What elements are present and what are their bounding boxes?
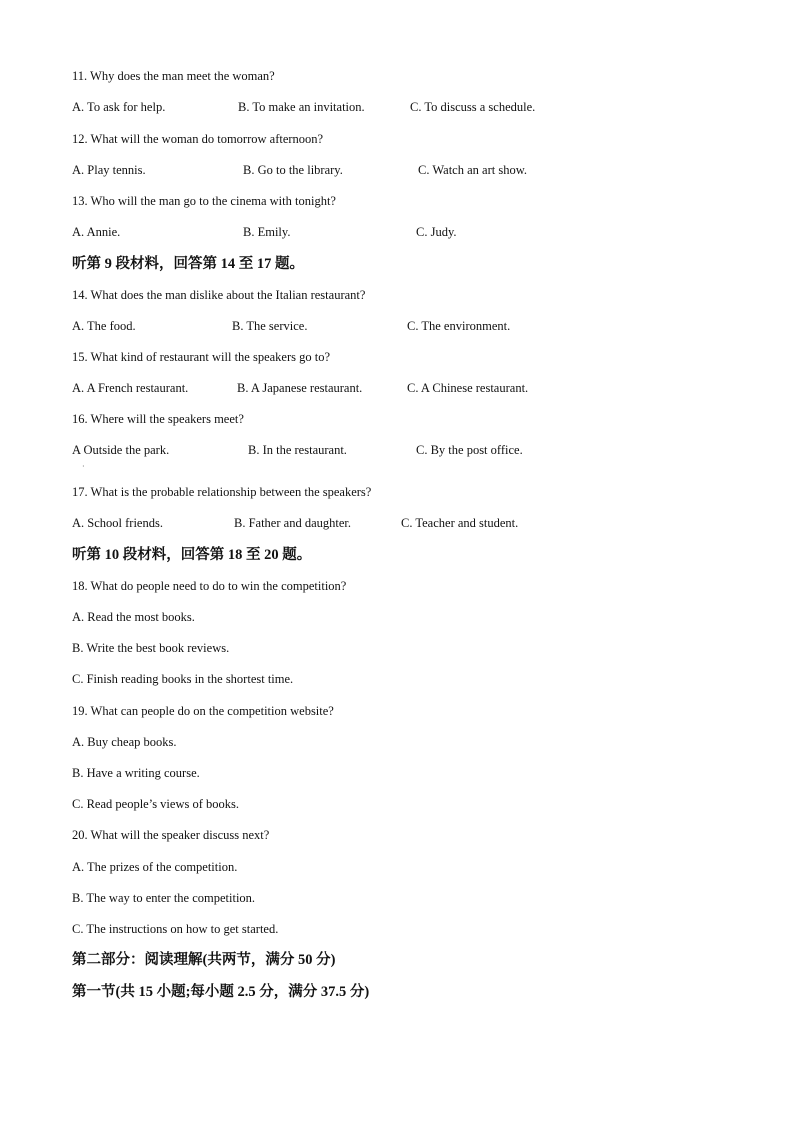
- section-1-heading: 第一节(共 15 小题;每小题 2.5 分，满分 37.5 分): [72, 984, 370, 1000]
- q19-option-b: B. Have a writing course.: [72, 766, 200, 780]
- question-11-stem: 11. Why does the man meet the woman?: [72, 69, 275, 83]
- q13-option-c: C. Judy.: [416, 225, 457, 239]
- question-19-stem: 19. What can people do on the competition website?: [72, 704, 334, 718]
- q18-option-c: C. Finish reading books in the shortest time.: [72, 672, 294, 686]
- question-16-stem: 16. Where will the speakers meet?: [72, 412, 244, 426]
- q13-option-b: B. Emily.: [243, 225, 291, 239]
- q14-option-b: B. The service.: [232, 319, 308, 333]
- question-20-stem: 20. What will the speaker discuss next?: [72, 828, 270, 842]
- question-15-stem: 15. What kind of restaurant will the speakers go to?: [72, 350, 331, 364]
- question-18-stem: 18. What do people need to do to win the competition?: [72, 579, 347, 593]
- section-10-heading: 听第 10 段材料，回答第 18 至 20 题。: [72, 547, 312, 563]
- q11-option-b: B. To make an invitation.: [238, 100, 365, 114]
- q11-option-c: C. To discuss a schedule.: [410, 100, 536, 114]
- question-13-stem: 13. Who will the man go to the cinema with tonight?: [72, 194, 336, 208]
- q19-option-c: C. Read people’s views of books.: [72, 797, 239, 811]
- q15-option-b: B. A Japanese restaurant.: [237, 381, 363, 395]
- q12-option-a: A. Play tennis.: [72, 163, 146, 177]
- q19-option-a: A. Buy cheap books.: [72, 735, 177, 749]
- q15-option-c: C. A Chinese restaurant.: [407, 381, 529, 395]
- q16-option-b: B. In the restaurant.: [248, 443, 347, 457]
- stray-dot-mark: ·: [82, 462, 85, 471]
- section-9-heading: 听第 9 段材料，回答第 14 至 17 题。: [72, 256, 304, 272]
- q14-option-c: C. The environment.: [407, 319, 511, 333]
- q17-option-a: A. School friends.: [72, 516, 163, 530]
- q20-option-b: B. The way to enter the competition.: [72, 891, 256, 905]
- q18-option-a: A. Read the most books.: [72, 610, 195, 624]
- q12-option-b: B. Go to the library.: [243, 163, 343, 177]
- q16-option-a: A Outside the park.: [72, 443, 170, 457]
- q13-option-a: A. Annie.: [72, 225, 121, 239]
- q20-option-c: C. The instructions on how to get started.: [72, 922, 279, 936]
- question-12-stem: 12. What will the woman do tomorrow afternoon?: [72, 132, 324, 146]
- q12-option-c: C. Watch an art show.: [418, 163, 528, 177]
- q17-option-c: C. Teacher and student.: [401, 516, 519, 530]
- part-2-heading: 第二部分：阅读理解(共两节，满分 50 分): [72, 952, 336, 968]
- q17-option-b: B. Father and daughter.: [234, 516, 351, 530]
- question-14-stem: 14. What does the man dislike about the Italian restaurant?: [72, 288, 366, 302]
- q20-option-a: A. The prizes of the competition.: [72, 860, 238, 874]
- q16-option-c: C. By the post office.: [416, 443, 523, 457]
- question-17-stem: 17. What is the probable relationship between the speakers?: [72, 485, 372, 499]
- q14-option-a: A. The food.: [72, 319, 136, 333]
- q15-option-a: A. A French restaurant.: [72, 381, 189, 395]
- q18-option-b: B. Write the best book reviews.: [72, 641, 230, 655]
- q11-option-a: A. To ask for help.: [72, 100, 166, 114]
